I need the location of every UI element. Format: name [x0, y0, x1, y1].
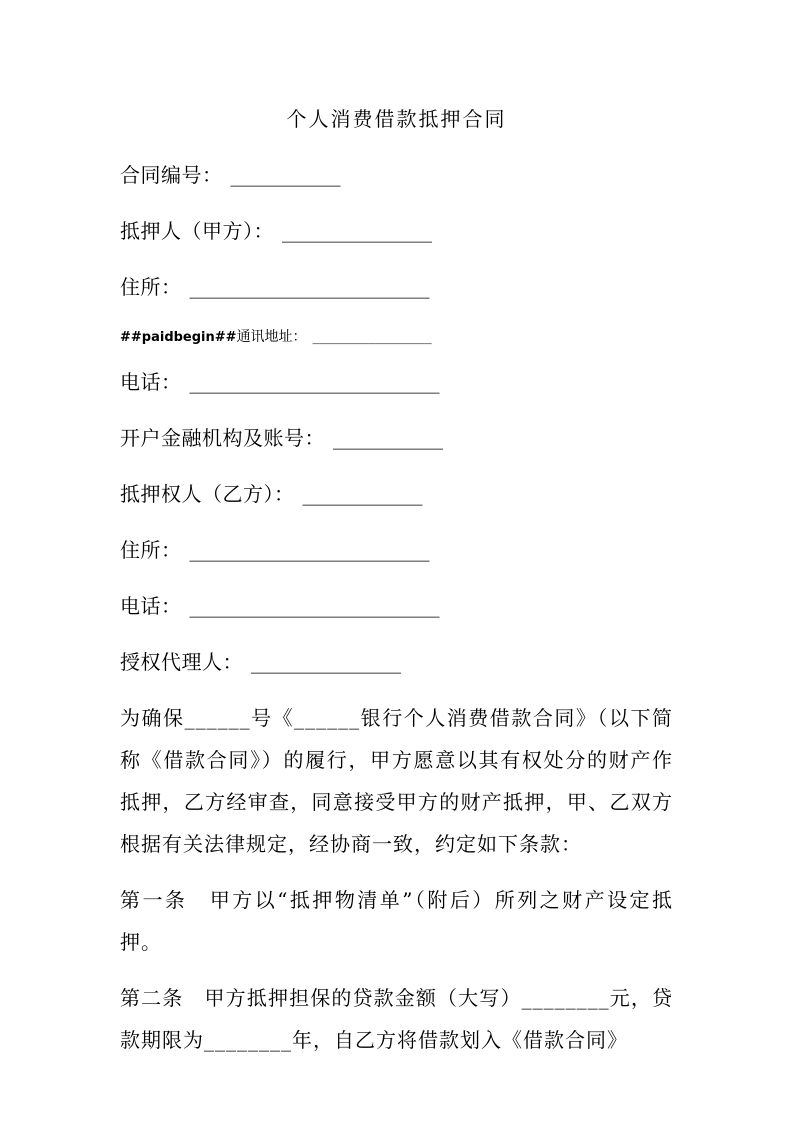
field-contract-number: [120, 154, 673, 196]
field-authorized-agent: [120, 641, 673, 683]
field-mortgagor-party-a: [120, 210, 673, 252]
field-label: 电话：: [120, 370, 182, 394]
field-label: 住所：: [120, 275, 182, 299]
blank-line: ___________: [333, 426, 443, 450]
blank-line: _______________: [251, 650, 401, 674]
blank-line: ___________: [230, 163, 341, 187]
field-label: 通讯地址：: [236, 329, 307, 345]
document-title: 个人消费借款抵押合同: [286, 107, 507, 131]
field-label: 抵押人（甲方）：: [120, 219, 274, 243]
clause-2: 第二条 甲方抵押担保的贷款金额（大写）________元，贷款期限为________年，自乙方将借款划入《借款合同》: [120, 986, 673, 1052]
paidbegin-marker: ##paidbegin##: [120, 330, 237, 345]
clause-1: 第一条 甲方以“抵押物清单”（附后）所列之财产设定抵押。: [120, 888, 673, 954]
intro-paragraph: 为确保______号《______银行个人消费借款合同》（以下简称《借款合同》）的履行，甲方愿意以其有权处分的财产作抵押，乙方经审查，同意接受甲方的财产抵押，甲、乙双方根据有关法律规定，经协商一致，约定如下条款：: [120, 706, 673, 856]
blank-line: _________________________: [189, 594, 440, 618]
blank-line: ________________________: [189, 275, 430, 299]
field-label: 电话：: [120, 594, 182, 618]
field-label: 开户金融机构及账号：: [120, 426, 325, 450]
field-phone-a: [120, 361, 673, 403]
field-phone-b: [120, 585, 673, 627]
field-label: 合同编号：: [120, 163, 223, 187]
field-residence-b: [120, 529, 673, 571]
field-mailing-address: [120, 322, 673, 353]
field-mortgagee-party-b: [120, 473, 673, 515]
field-label: 住所：: [120, 538, 182, 562]
field-bank-account: [120, 417, 673, 459]
blank-line: _________________: [312, 329, 432, 345]
field-label: 授权代理人：: [120, 650, 243, 674]
field-label: 抵押权人（乙方）：: [120, 482, 295, 506]
blank-line: ________________________: [189, 538, 430, 562]
blank-line: _______________: [282, 219, 432, 243]
field-residence-a: [120, 266, 673, 308]
blank-line: _________________________: [189, 370, 440, 394]
blank-line: ____________: [302, 482, 423, 506]
